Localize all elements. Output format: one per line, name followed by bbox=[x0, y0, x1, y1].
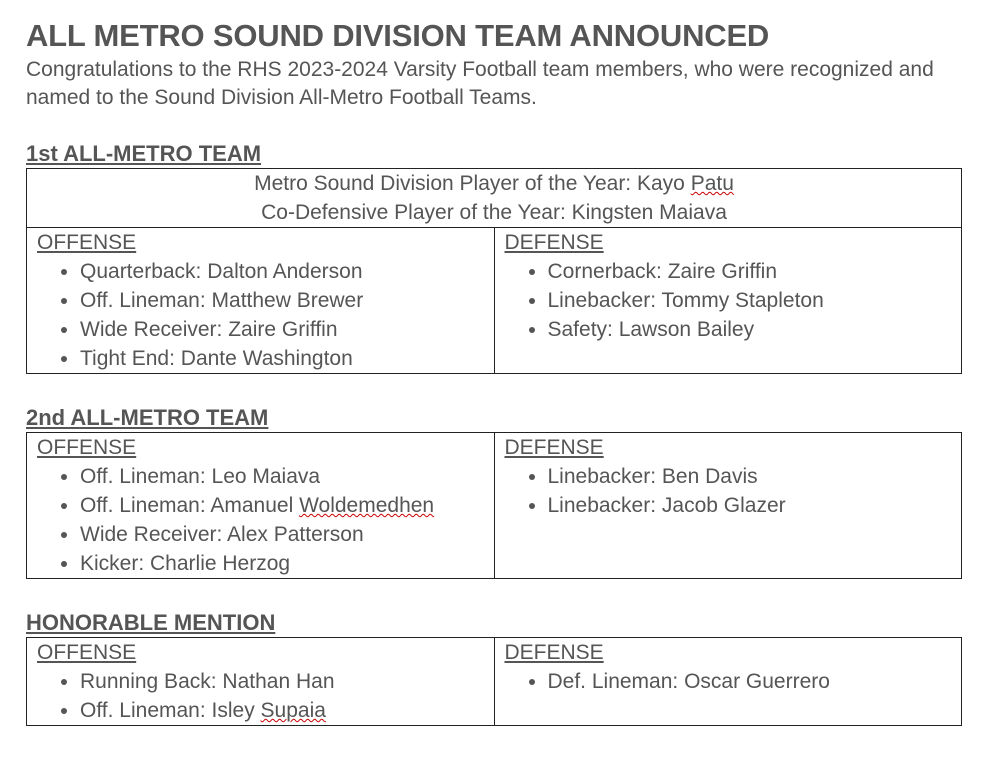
defense-heading: DEFENSE bbox=[504, 231, 604, 254]
player-of-year-text: Metro Sound Division Player of the Year: Kayo bbox=[254, 172, 691, 195]
co-defensive-player-line: Co-Defensive Player of the Year: Kingsten Maiava bbox=[261, 201, 727, 224]
second-team-defense-cell bbox=[494, 433, 962, 579]
honorable-defense-list bbox=[505, 667, 952, 696]
honorable-offense-list bbox=[37, 667, 484, 725]
list-item: • Cornerback: Zaire Griffin bbox=[548, 257, 952, 286]
list-item: • Quarterback: Dalton Anderson bbox=[80, 257, 484, 286]
list-item-text: Off. Lineman: Amanuel bbox=[80, 494, 300, 517]
first-team-defense-cell bbox=[494, 228, 962, 374]
second-team-heading: 2nd ALL-METRO TEAM bbox=[26, 405, 269, 430]
document-page bbox=[26, 16, 962, 726]
list-item: • Tight End: Dante Washington bbox=[80, 344, 484, 373]
honorable-mention-heading: HONORABLE MENTION bbox=[26, 610, 276, 635]
list-item: • Off. Lineman: Matthew Brewer bbox=[80, 286, 484, 315]
offense-heading: OFFENSE bbox=[37, 641, 137, 664]
defense-heading: DEFENSE bbox=[504, 641, 604, 664]
list-item: • Linebacker: Tommy Stapleton bbox=[548, 286, 952, 315]
player-of-year-line bbox=[35, 169, 953, 198]
first-team-table bbox=[26, 168, 962, 374]
offense-heading: OFFENSE bbox=[37, 436, 137, 459]
second-team-defense-list bbox=[505, 462, 952, 520]
list-item: • Linebacker: Ben Davis bbox=[548, 462, 952, 491]
first-team-offense-cell bbox=[27, 228, 495, 374]
honorable-offense-cell bbox=[27, 638, 495, 726]
second-team-table bbox=[26, 432, 962, 579]
spellcheck-flagged-word[interactable]: Supaia bbox=[260, 699, 326, 722]
first-team-offense-list bbox=[37, 257, 484, 373]
list-item: • Safety: Lawson Bailey bbox=[548, 315, 952, 344]
intro-paragraph: Congratulations to the RHS 2023-2024 Varsity Football team members, who were recognized and named to the Sound Division All-Metro Football Teams. bbox=[26, 58, 934, 109]
awards-cell bbox=[27, 169, 962, 228]
first-team-heading: 1st ALL-METRO TEAM bbox=[26, 141, 262, 166]
first-team-defense-list bbox=[505, 257, 952, 344]
list-item: • Off. Lineman: Leo Maiava bbox=[80, 462, 484, 491]
list-item: • Wide Receiver: Zaire Griffin bbox=[80, 315, 484, 344]
list-item bbox=[80, 491, 484, 520]
list-item bbox=[80, 696, 484, 725]
document-title: ALL METRO SOUND DIVISION TEAM ANNOUNCED bbox=[26, 18, 770, 53]
list-item-text: Off. Lineman: Isley bbox=[80, 699, 261, 722]
honorable-mention-table bbox=[26, 637, 962, 726]
list-item: • Running Back: Nathan Han bbox=[80, 667, 484, 696]
list-item: • Kicker: Charlie Herzog bbox=[80, 549, 484, 578]
defense-heading: DEFENSE bbox=[504, 436, 604, 459]
offense-heading: OFFENSE bbox=[37, 231, 137, 254]
spellcheck-flagged-word[interactable]: Woldemedhen bbox=[299, 494, 435, 517]
list-item: • Linebacker: Jacob Glazer bbox=[548, 491, 952, 520]
spellcheck-flagged-word[interactable]: Patu bbox=[690, 172, 734, 195]
list-item: • Wide Receiver: Alex Patterson bbox=[80, 520, 484, 549]
honorable-defense-cell bbox=[494, 638, 962, 726]
second-team-offense-cell bbox=[27, 433, 495, 579]
list-item: • Def. Lineman: Oscar Guerrero bbox=[548, 667, 952, 696]
second-team-offense-list bbox=[37, 462, 484, 578]
